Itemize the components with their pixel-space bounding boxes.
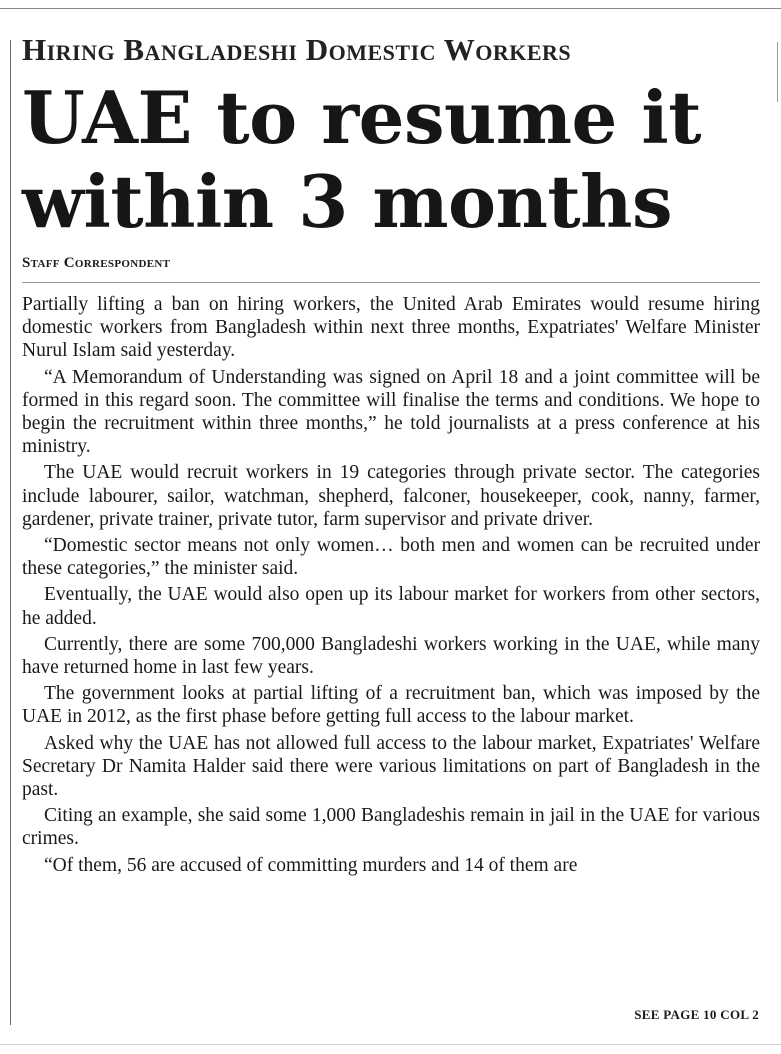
- continuation-jump-line[interactable]: SEE PAGE 10 COL 2: [634, 1007, 759, 1022]
- left-column-rule: [10, 40, 11, 1025]
- top-border-rule: [0, 0, 781, 9]
- article-paragraph: The government looks at partial lifting of a recruitment ban, which was imposed by the UAE in 2012, as the first phase before getting full access to the labour market.: [22, 683, 760, 728]
- article-paragraph: “A Memorandum of Understanding was signed on April 18 and a joint committee will be formed in this regard soon. The committee will finalise the terms and conditions. We hope to begin the recruitment within three months,” he told journalists at a press conference at his ministry.: [22, 366, 760, 458]
- article-paragraph: Partially lifting a ban on hiring workers, the United Arab Emirates would resume hiring domestic workers from Bangladesh within next three months, Expatriates' Welfare Minister Nurul Islam said yesterday.: [22, 294, 760, 362]
- article-paragraph: Citing an example, she said some 1,000 Bangladeshis remain in jail in the UAE for various crimes.: [22, 805, 760, 850]
- article-paragraph: Eventually, the UAE would also open up its labour market for workers from other sectors, he added.: [22, 584, 760, 629]
- article-headline: UAE to resume it within 3 months: [22, 75, 702, 244]
- article-paragraph: “Domestic sector means not only women… both men and women can be recruited under these categories,” the minister said.: [22, 535, 760, 580]
- article-paragraph: Asked why the UAE has not allowed full access to the labour market, Expatriates' Welfare Secretary Dr Namita Halder said there were various limitations on part of Bangladesh in the past.: [22, 732, 760, 801]
- article-paragraph: The UAE would recruit workers in 19 categories through private sector. The categories include labourer, sailor, watchman, shepherd, falconer, housekeeper, cook, nanny, farmer, gardener, private trainer, private tutor, farm supervisor and private driver.: [22, 462, 760, 530]
- article-body: [22, 293, 760, 877]
- article-paragraph: Currently, there are some 700,000 Bangladeshi workers working in the UAE, while many have returned home in last few years.: [22, 633, 760, 679]
- news-article: [22, 30, 760, 880]
- article-paragraph: “Of them, 56 are accused of committing murders and 14 of them are: [44, 854, 578, 876]
- right-column-rule: [777, 42, 778, 102]
- article-byline: Staff Correspondent: [22, 254, 760, 283]
- bottom-border-rule: [0, 1044, 781, 1045]
- article-kicker: Hiring Bangladeshi Domestic Workers: [22, 32, 572, 67]
